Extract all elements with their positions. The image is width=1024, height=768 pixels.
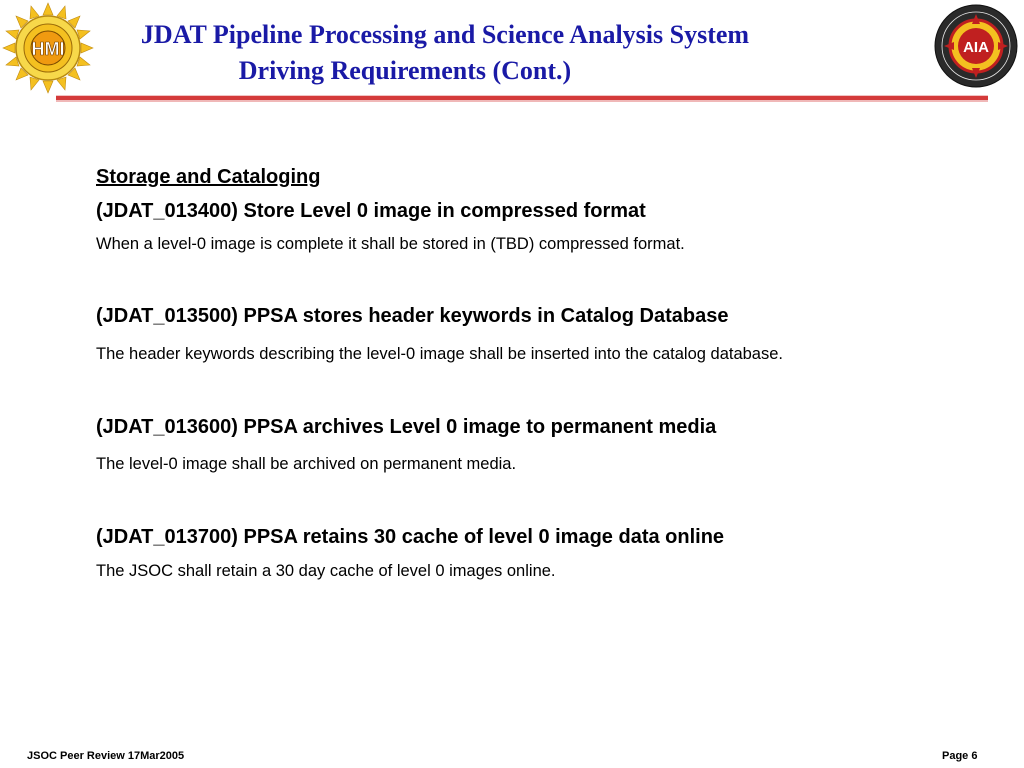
section-heading: Storage and Cataloging — [96, 166, 321, 188]
requirement-description: The JSOC shall retain a 30 day cache of level 0 images online. — [96, 562, 556, 580]
hmi-logo-text: HMI — [31, 39, 65, 59]
requirement-description: The header keywords describing the level-0 image shall be inserted into the catalog database. — [96, 345, 783, 363]
aia-logo-text: AIA — [963, 39, 989, 56]
requirement-description: When a level-0 image is complete it shall be stored in (TBD) compressed format. — [96, 235, 685, 253]
footer-page-number: Page 6 — [942, 750, 978, 762]
header-divider — [56, 95, 988, 102]
requirement-description: The level-0 image shall be archived on permanent media. — [96, 455, 517, 473]
footer-event: JSOC Peer Review 17Mar2005 — [27, 750, 185, 762]
page-subtitle: Driving Requirements (Cont.) — [238, 56, 572, 85]
requirement-title: (JDAT_013500) PPSA stores header keywords in Catalog Database — [96, 305, 729, 327]
requirement-title: (JDAT_013700) PPSA retains 30 cache of level 0 image data online — [96, 526, 725, 548]
requirement-title: (JDAT_013400) Store Level 0 image in compressed format — [96, 200, 646, 222]
page-title: JDAT Pipeline Processing and Science Analysis System — [140, 20, 750, 49]
requirement-title: (JDAT_013600) PPSA archives Level 0 image to permanent media — [96, 416, 717, 438]
aia-seal-icon — [934, 4, 1018, 88]
